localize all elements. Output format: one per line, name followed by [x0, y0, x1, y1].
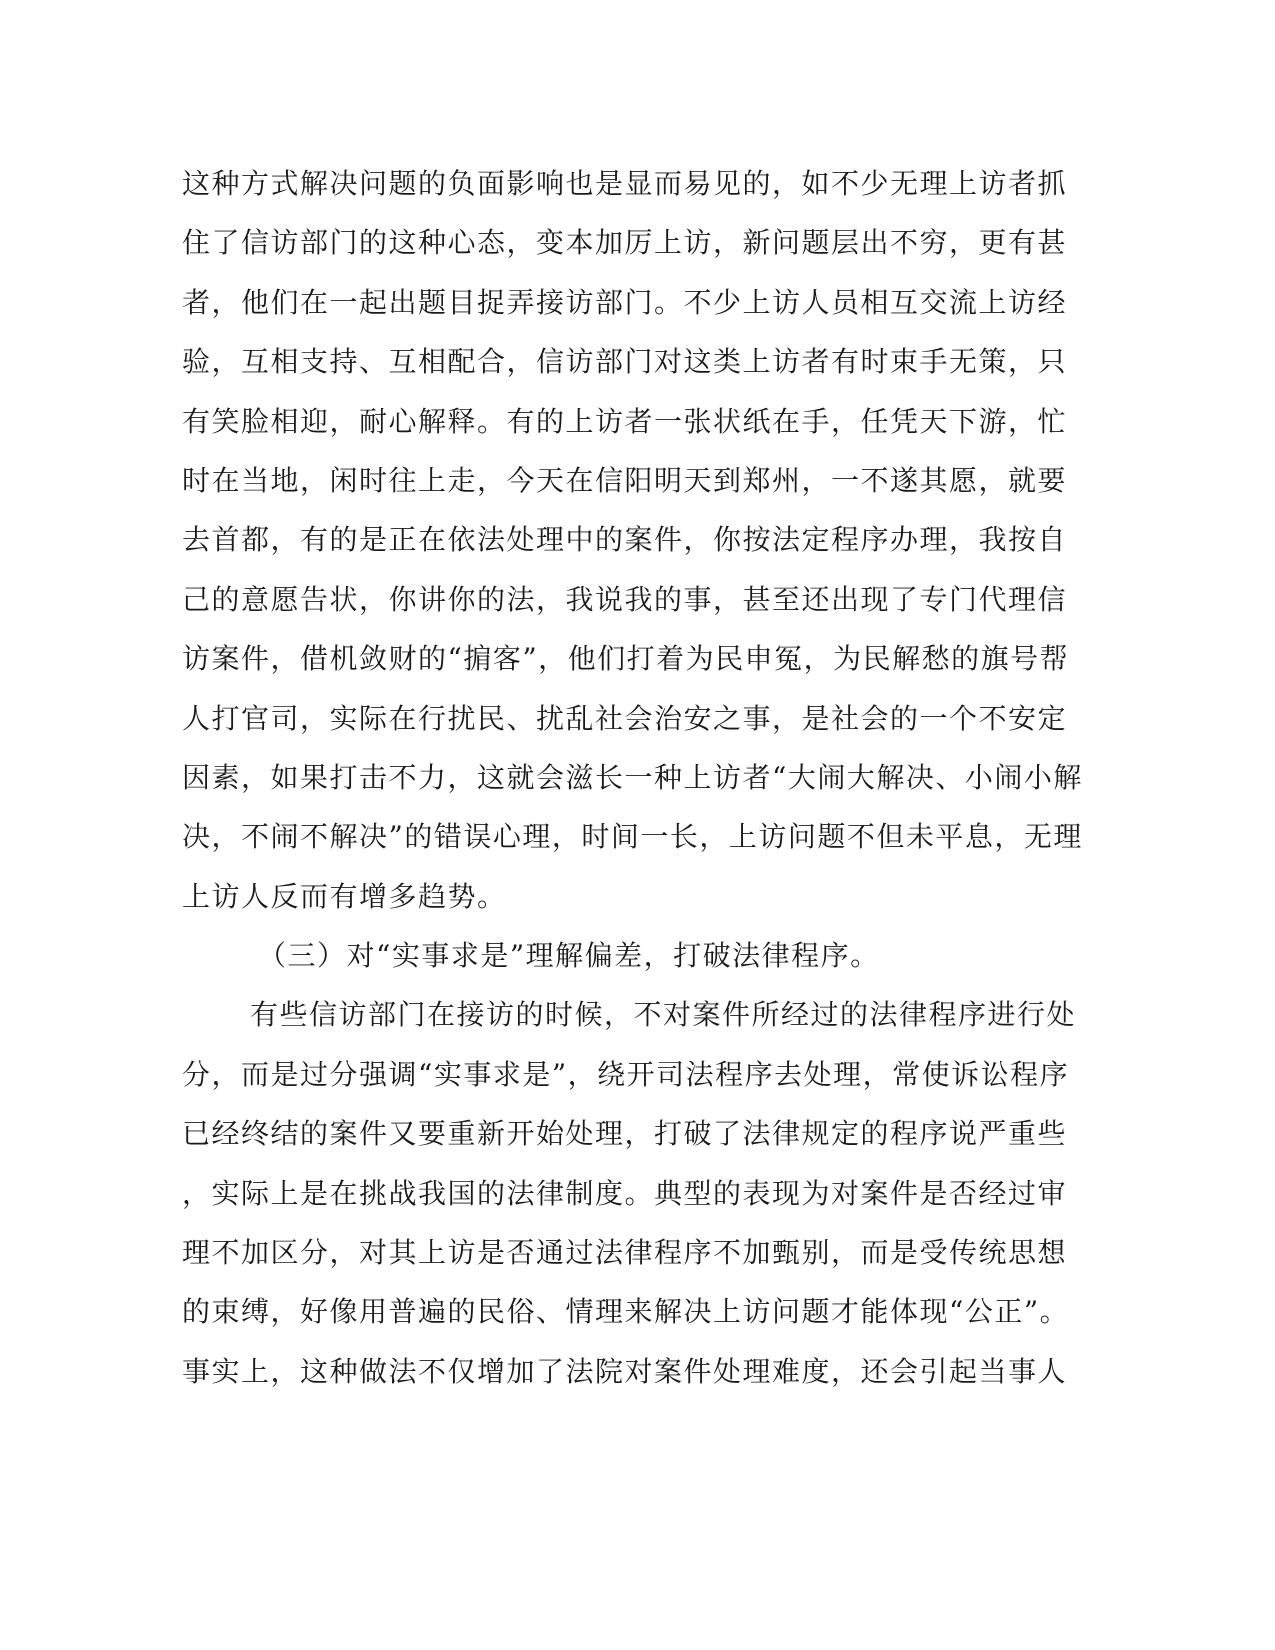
paragraph-line: 这种方式解决问题的负面影响也是显而易见的，如不少无理上访者抓 [182, 167, 1068, 200]
paragraph-line: 去首都，有的是正在依法处理中的案件，你按法定程序办理，我按自 [182, 523, 1068, 557]
paragraph-line: 访案件，借机敛财的“掮客”，他们打着为民申冤，为民解愁的旗号帮 [182, 642, 1070, 676]
body-text [182, 154, 1083, 1401]
paragraph-line: 决，不闹不解决”的错误心理，时间一长，上访问题不但未平息，无理 [182, 820, 1083, 854]
paragraph-line: 验，互相支持、互相配合，信访部门对这类上访者有时束手无策，只 [182, 345, 1068, 379]
paragraph-line: 理不加区分，对其上访是否通过法律程序不加甄别，而是受传统思想 [182, 1236, 1068, 1270]
paragraph-line: 时在当地，闲时往上走，今天在信阳明天到郑州，一不遂其愿，就要 [182, 463, 1068, 497]
section-heading: （三）对“实事求是”理解偏差，打破法律程序。 [258, 939, 880, 973]
paragraph-line: ，实际上是在挑战我国的法律制度。典型的表现为对案件是否经过审 [182, 1176, 1068, 1210]
paragraph-line: 人打官司，实际在行扰民、扰乱社会治安之事，是社会的一个不安定 [182, 701, 1068, 735]
paragraph-line: 己的意愿告状，你讲你的法，我说我的事，甚至还出现了专门代理信 [182, 582, 1068, 616]
paragraph-line: 分，而是过分强调“实事求是”，绕开司法程序去处理，常使诉讼程序 [182, 1057, 1070, 1091]
paragraph-line: 因素，如果打击不力，这就会滋长一种上访者“大闹大解决、小闹小解 [182, 760, 1083, 794]
paragraph-line: 已经终结的案件又要重新开始处理，打破了法律规定的程序说严重些 [182, 1117, 1068, 1151]
paragraph-line: 住了信访部门的这种心态，变本加厉上访，新问题层出不穷，更有甚 [182, 226, 1068, 260]
paragraph-line: 者，他们在一起出题目捉弄接访部门。不少上访人员相互交流上访经 [182, 285, 1068, 319]
paragraph-line: 上访人反而有增多趋势。 [182, 879, 507, 913]
paragraph-line: 有些信访部门在接访的时候，不对案件所经过的法律程序进行处 [250, 998, 1077, 1032]
paragraph-line: 有笑脸相迎，耐心解释。有的上访者一张状纸在手，任凭天下游，忙 [182, 404, 1068, 438]
paragraph-line: 的束缚，好像用普遍的民俗、情理来解决上访问题才能体现“公正”。 [182, 1295, 1070, 1329]
paragraph-line: 事实上，这种做法不仅增加了法院对案件处理难度，还会引起当事人 [182, 1354, 1068, 1388]
